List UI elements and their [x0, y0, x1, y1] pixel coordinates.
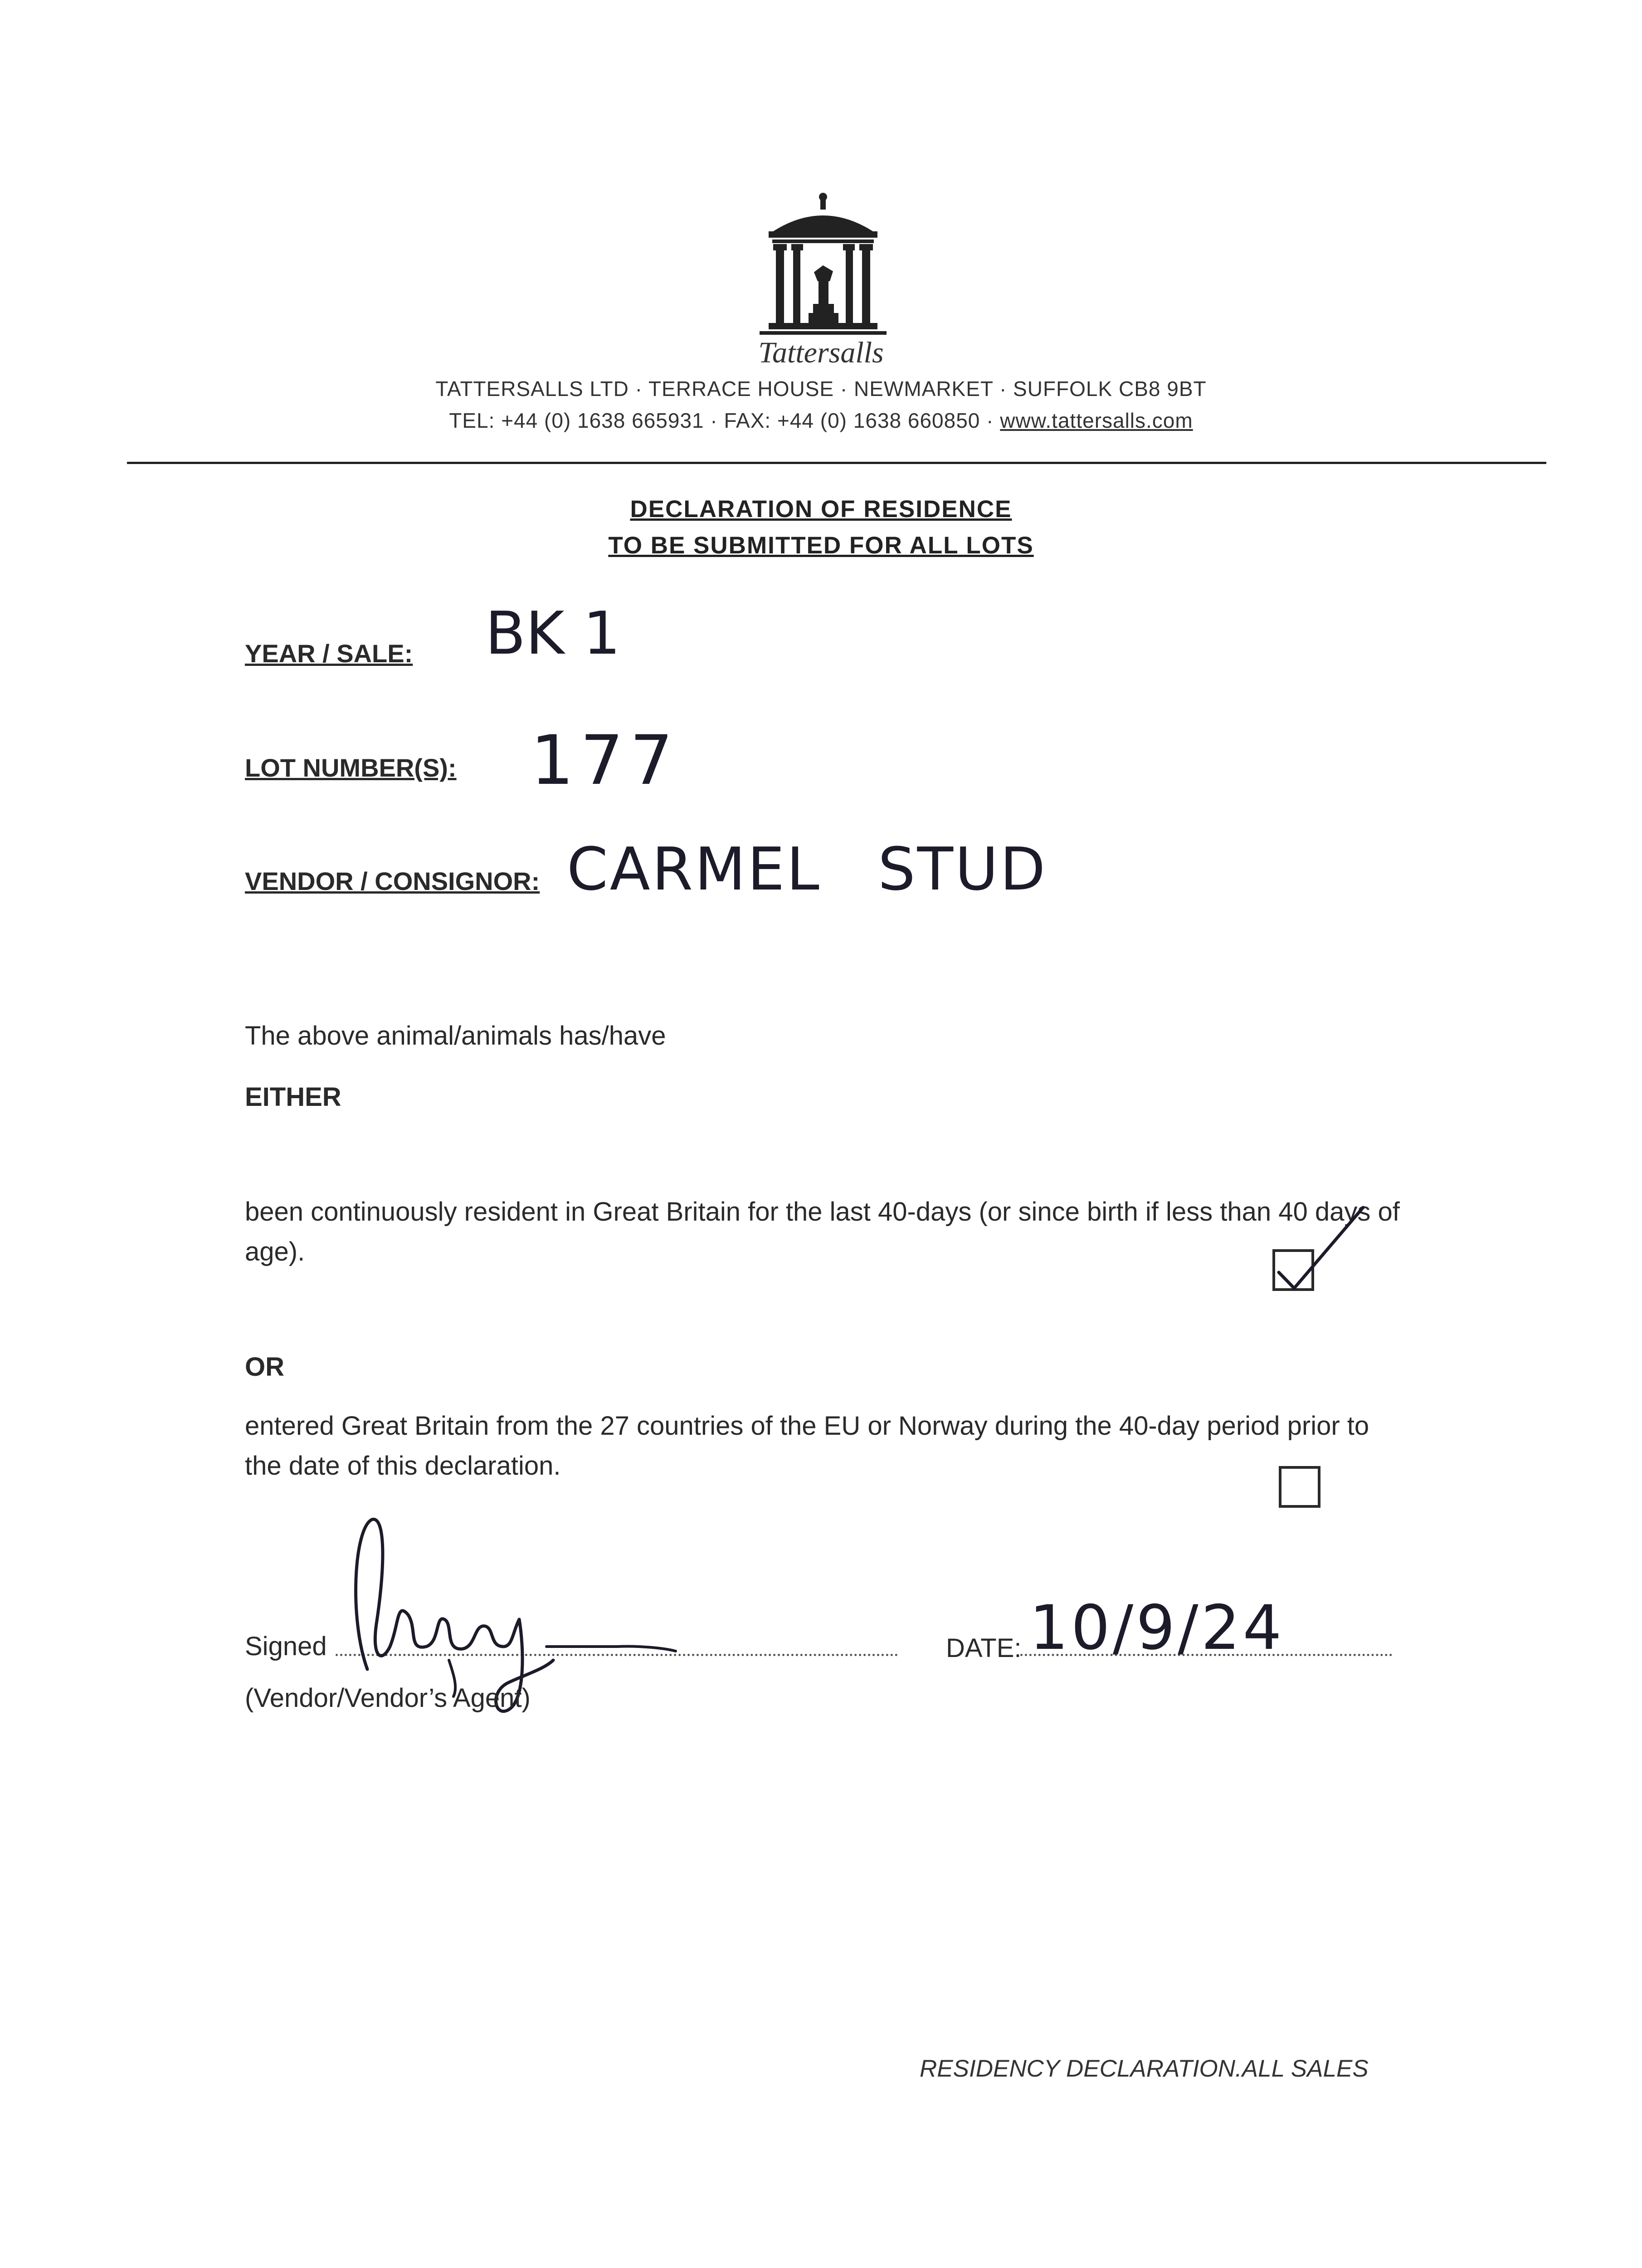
brand-name: Tattersalls [758, 336, 884, 369]
year-sale-label: YEAR / SALE: [245, 639, 413, 668]
address-line: TATTERSALLS LTD · TERRACE HOUSE · NEWMARKET · SUFFOLK CB8 9BT [435, 377, 1207, 401]
either-label: EITHER [245, 1082, 341, 1112]
signed-label: Signed [245, 1632, 327, 1661]
vendor-value: CARMEL STUD [567, 835, 1048, 904]
signer-role: (Vendor/Vendor’s Agent) [245, 1683, 531, 1713]
lot-numbers-label: LOT NUMBER(S): [245, 753, 457, 782]
header-divider [127, 462, 1546, 464]
vendor-label: VENDOR / CONSIGNOR: [245, 867, 540, 895]
or-label: OR [245, 1352, 284, 1382]
tattersalls-logo-icon [755, 191, 891, 340]
checkmark-icon [1272, 1198, 1372, 1297]
website-link[interactable]: www.tattersalls.com [1000, 409, 1193, 432]
date-label: DATE: [946, 1633, 1022, 1663]
option-2-text: entered Great Britain from the 27 countries of the EU or Norway during the 40-day period prior to the date of this declaration. [245, 1411, 1369, 1481]
contact-line [0, 408, 1642, 433]
lot-numbers-value: 177 [531, 721, 680, 800]
declaration-intro: The above animal/animals has/have [245, 1021, 666, 1051]
year-sale-value: BK 1 [485, 599, 621, 668]
option-2-checkbox[interactable] [1279, 1466, 1320, 1508]
form-subtitle: TO BE SUBMITTED FOR ALL LOTS [608, 532, 1034, 559]
contact-numbers: TEL: +44 (0) 1638 665931 · FAX: +44 (0) 1638 660850 · [449, 409, 1000, 432]
option-1-text: been continuously resident in Great Britain for the last 40-days (or since birth if less than 40 days of age). [245, 1197, 1400, 1266]
date-value: 10/9/24 [1029, 1592, 1285, 1663]
form-title: DECLARATION OF RESIDENCE [630, 496, 1012, 523]
footer-text: RESIDENCY DECLARATION.ALL SALES [920, 2055, 1369, 2082]
